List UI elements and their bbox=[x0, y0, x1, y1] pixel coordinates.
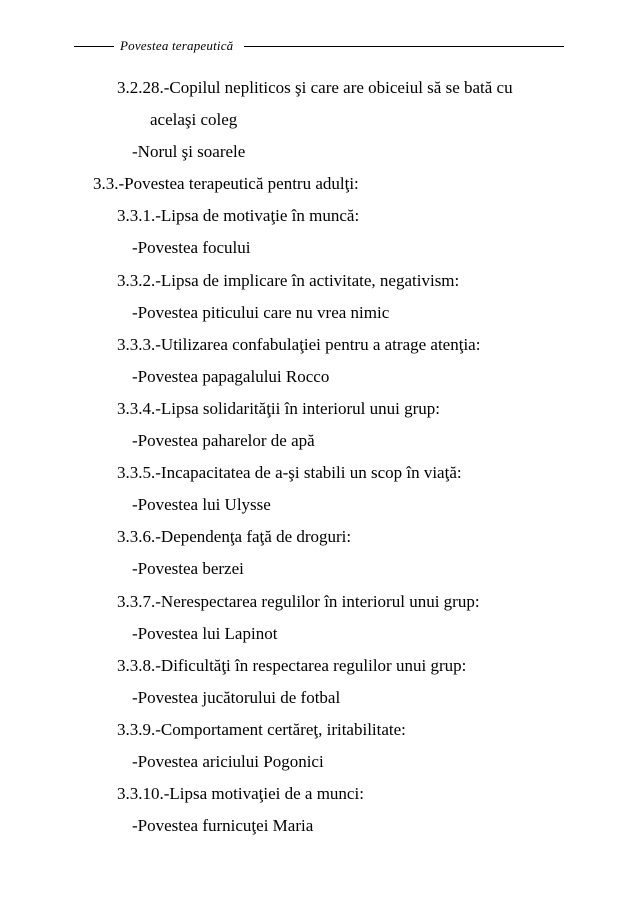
header-rule-left bbox=[74, 46, 114, 47]
toc-line: -Povestea papagalului Rocco bbox=[132, 366, 330, 386]
toc-line: 3.3.6.-Dependenţa faţă de droguri: bbox=[117, 527, 352, 547]
toc-line: -Povestea paharelor de apă bbox=[132, 431, 315, 451]
table-of-contents bbox=[0, 75, 638, 845]
toc-line: 3.3.4.-Lipsa solidarităţii în interiorul unui grup: bbox=[117, 398, 440, 418]
toc-line: 3.3.2.-Lipsa de implicare în activitate, negativism: bbox=[117, 270, 460, 290]
toc-line: -Povestea focului bbox=[132, 238, 251, 258]
toc-line: 3.3.3.-Utilizarea confabulaţiei pentru a atrage atenţia: bbox=[117, 334, 481, 354]
toc-line: 3.3.7.-Nerespectarea regulilor în interiorul unui grup: bbox=[117, 591, 480, 611]
toc-line: -Povestea ariciului Pogonici bbox=[132, 751, 324, 771]
toc-line: 3.2.28.-Copilul nepliticos şi care are obiceiul să se bată cu bbox=[117, 78, 513, 97]
toc-line: 3.3.1.-Lipsa de motivaţie în muncă: bbox=[117, 206, 360, 226]
toc-line: 3.3.10.-Lipsa motivaţiei de a munci: bbox=[117, 784, 364, 804]
toc-line: 3.3.5.-Incapacitatea de a-şi stabili un scop în viaţă: bbox=[117, 463, 462, 483]
toc-line: -Povestea lui Lapinot bbox=[132, 623, 278, 643]
toc-line: -Povestea piticului care nu vrea nimic bbox=[132, 302, 390, 322]
header-rule-right bbox=[244, 46, 564, 47]
toc-line: 3.3.8.-Dificultăţi în respectarea regulilor unui grup: bbox=[117, 655, 467, 675]
toc-line: -Povestea jucătorului de fotbal bbox=[132, 687, 341, 707]
toc-line: -Povestea berzei bbox=[132, 559, 244, 579]
toc-line: -Povestea lui Ulysse bbox=[132, 495, 271, 515]
toc-line: -Norul şi soarele bbox=[132, 142, 246, 162]
toc-line: -Povestea furnicuţei Maria bbox=[132, 816, 314, 836]
toc-line: 3.3.9.-Comportament certăreţ, iritabilitate: bbox=[117, 719, 406, 739]
running-header bbox=[74, 37, 564, 55]
running-title: Povestea terapeutică bbox=[120, 38, 234, 53]
toc-line: acelaşi coleg bbox=[150, 110, 238, 130]
toc-line: 3.3.-Povestea terapeutică pentru adulţi: bbox=[93, 174, 359, 194]
